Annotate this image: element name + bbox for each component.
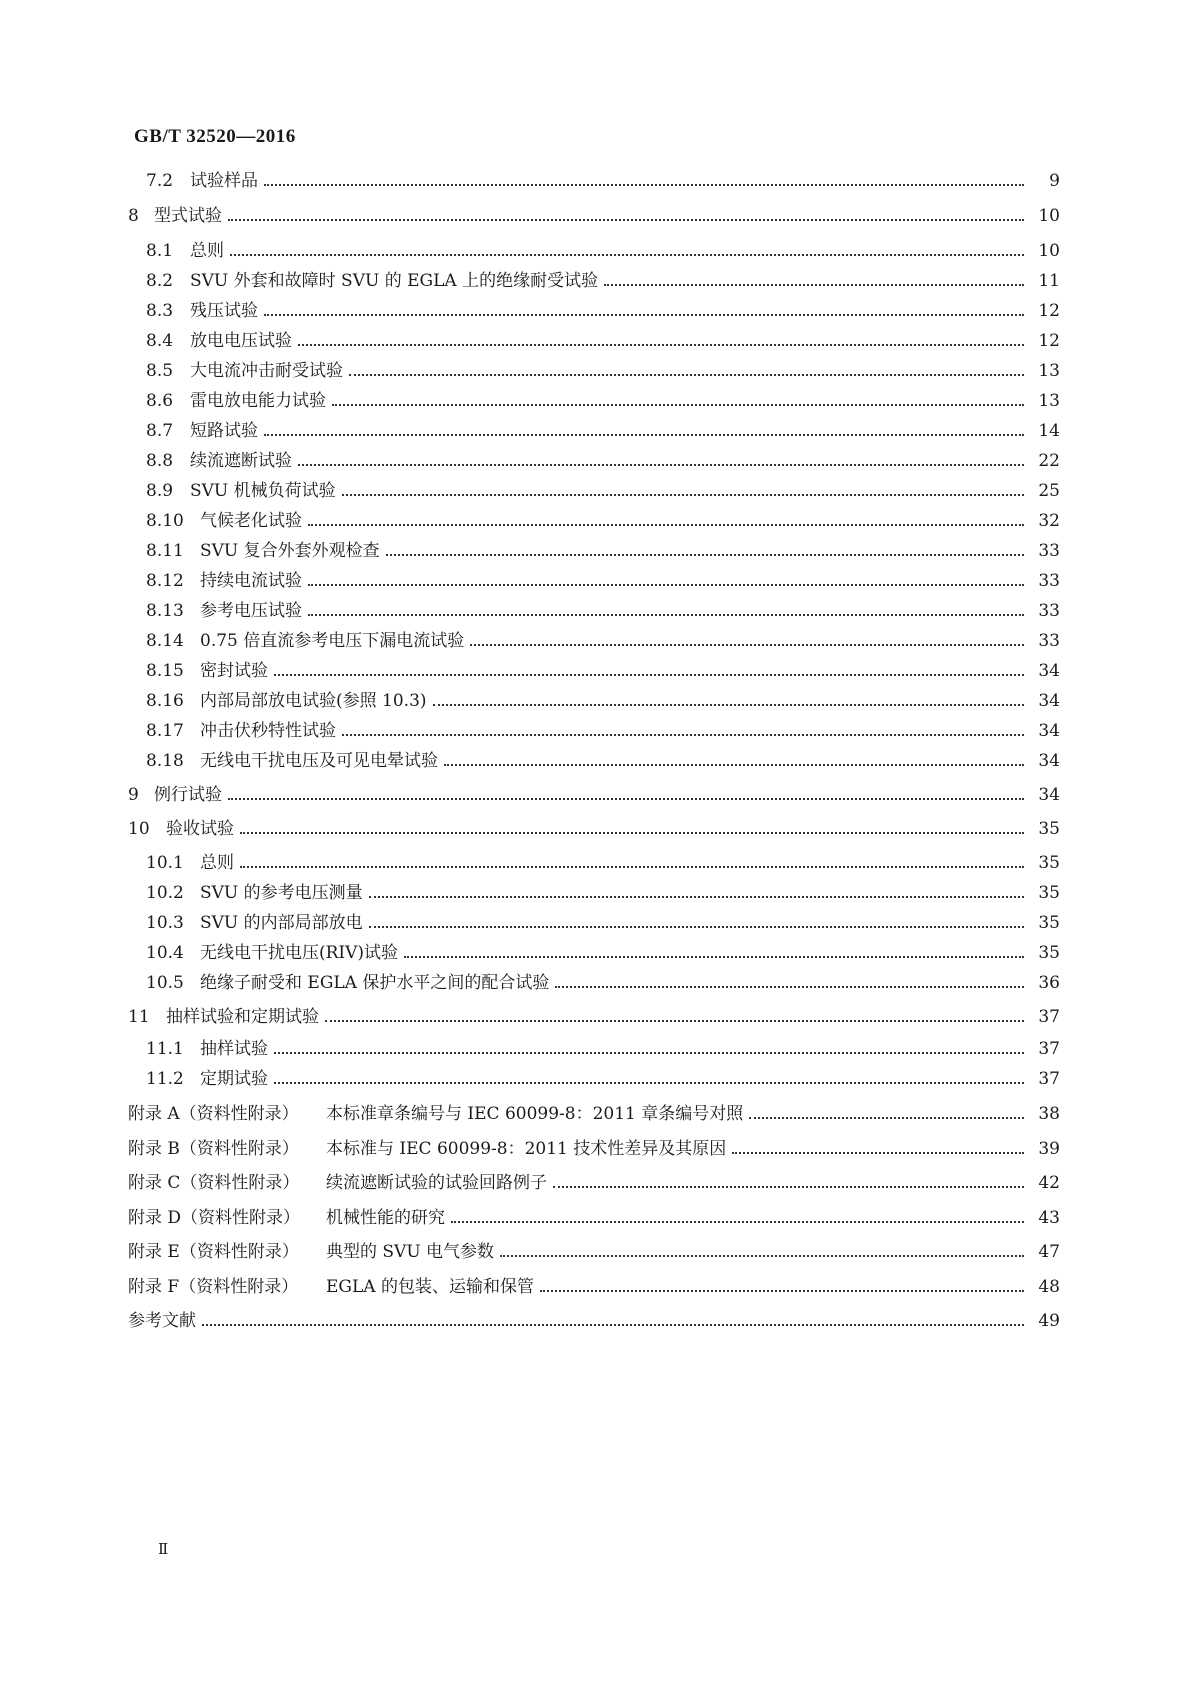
toc-entry-title: 短路试验 bbox=[190, 421, 258, 441]
dot-leader bbox=[369, 926, 1024, 928]
dot-leader bbox=[404, 956, 1024, 958]
toc-entry-title: 定期试验 bbox=[200, 1069, 268, 1089]
toc-entry-title: 总则 bbox=[200, 853, 234, 873]
toc-entry[interactable] bbox=[146, 660, 1060, 682]
toc-entry-title: SVU 的参考电压测量 bbox=[200, 883, 363, 903]
toc-entry-number: 附录 A（资料性附录） bbox=[128, 1104, 299, 1124]
toc-entry[interactable] bbox=[128, 784, 1060, 806]
toc-entry-title: 参考文献 bbox=[128, 1311, 196, 1331]
toc-entry-page: 10 bbox=[1038, 206, 1060, 226]
toc-entry-number: 9 bbox=[128, 785, 139, 805]
toc-entry-number: 10.5 bbox=[146, 973, 184, 993]
toc-entry-page: 13 bbox=[1038, 361, 1060, 381]
toc-entry-page: 35 bbox=[1038, 943, 1060, 963]
toc-entry[interactable] bbox=[146, 300, 1060, 322]
toc-entry-page: 12 bbox=[1038, 331, 1060, 351]
toc-entry-page: 22 bbox=[1038, 451, 1060, 471]
toc-entry-title: 内部局部放电试验(参照 10.3) bbox=[200, 691, 427, 711]
dot-leader bbox=[202, 1324, 1024, 1326]
toc-entry-number: 10.1 bbox=[146, 853, 184, 873]
toc-entry-page: 35 bbox=[1038, 913, 1060, 933]
toc-entry[interactable] bbox=[146, 170, 1060, 192]
toc-entry[interactable] bbox=[146, 330, 1060, 352]
toc-entry[interactable] bbox=[128, 1207, 1060, 1229]
toc-entry-number: 8.8 bbox=[146, 451, 174, 471]
dot-leader bbox=[332, 404, 1024, 406]
toc-entry-number: 8.12 bbox=[146, 571, 184, 591]
toc-entry-title: 机械性能的研究 bbox=[326, 1208, 445, 1228]
toc-entry-title: 冲击伏秒特性试验 bbox=[200, 721, 336, 741]
toc-entry-number: 8.15 bbox=[146, 661, 184, 681]
dot-leader bbox=[298, 344, 1024, 346]
toc-entry-page: 11 bbox=[1038, 271, 1060, 291]
dot-leader bbox=[553, 1186, 1024, 1188]
toc-entry-page: 14 bbox=[1038, 421, 1060, 441]
toc-entry-number: 8.6 bbox=[146, 391, 174, 411]
toc-entry[interactable] bbox=[146, 690, 1060, 712]
page-number: Ⅱ bbox=[158, 1542, 169, 1558]
toc-entry-page: 47 bbox=[1038, 1242, 1060, 1262]
toc-entry-page: 10 bbox=[1038, 241, 1060, 261]
dot-leader bbox=[274, 674, 1024, 676]
toc-entry[interactable] bbox=[146, 972, 1060, 994]
toc-entry-page: 37 bbox=[1038, 1039, 1060, 1059]
toc-entry[interactable] bbox=[128, 1103, 1060, 1125]
dot-leader bbox=[749, 1117, 1024, 1119]
toc-entry-page: 43 bbox=[1038, 1208, 1060, 1228]
toc-entry-title: SVU 复合外套外观检查 bbox=[200, 541, 380, 561]
toc-entry-number: 8.5 bbox=[146, 361, 174, 381]
dot-leader bbox=[342, 494, 1024, 496]
toc-entry[interactable] bbox=[128, 1172, 1060, 1194]
toc-entry-page: 39 bbox=[1038, 1139, 1060, 1159]
toc-entry[interactable] bbox=[146, 882, 1060, 904]
dot-leader bbox=[240, 866, 1024, 868]
toc-entry[interactable] bbox=[128, 1276, 1060, 1298]
toc-entry-number: 8.11 bbox=[146, 541, 184, 561]
toc-entry-title: 例行试验 bbox=[154, 785, 222, 805]
toc-entry[interactable] bbox=[146, 360, 1060, 382]
toc-entry[interactable] bbox=[146, 912, 1060, 934]
toc-entry-page: 35 bbox=[1038, 883, 1060, 903]
toc-entry-number: 8.4 bbox=[146, 331, 174, 351]
toc-entry[interactable] bbox=[146, 450, 1060, 472]
dot-leader bbox=[274, 1052, 1024, 1054]
toc-entry-title: 抽样试验 bbox=[200, 1039, 268, 1059]
dot-leader bbox=[264, 314, 1024, 316]
toc-entry-number: 10.4 bbox=[146, 943, 184, 963]
toc-entry-title: 无线电干扰电压及可见电晕试验 bbox=[200, 751, 438, 771]
dot-leader bbox=[451, 1221, 1024, 1223]
toc-entry[interactable] bbox=[146, 240, 1060, 262]
dot-leader bbox=[386, 554, 1024, 556]
toc-entry-number: 8.14 bbox=[146, 631, 184, 651]
toc-entry-number: 10.2 bbox=[146, 883, 184, 903]
toc-entry-number: 8.7 bbox=[146, 421, 174, 441]
toc-entry-page: 48 bbox=[1038, 1277, 1060, 1297]
toc-entry-page: 32 bbox=[1038, 511, 1060, 531]
toc-entry-number: 8.13 bbox=[146, 601, 184, 621]
toc-entry-title: 续流遮断试验 bbox=[190, 451, 292, 471]
toc-entry-page: 25 bbox=[1038, 481, 1060, 501]
toc-entry-number: 附录 E（资料性附录） bbox=[128, 1242, 299, 1262]
toc-entry[interactable] bbox=[128, 1006, 1060, 1028]
toc-entry-title: 0.75 倍直流参考电压下漏电流试验 bbox=[200, 631, 465, 651]
toc-entry[interactable] bbox=[128, 1310, 1060, 1332]
toc-entry[interactable] bbox=[146, 420, 1060, 442]
toc-entry[interactable] bbox=[146, 570, 1060, 592]
toc-entry-page: 42 bbox=[1038, 1173, 1060, 1193]
toc-entry-page: 38 bbox=[1038, 1104, 1060, 1124]
toc-entry[interactable] bbox=[146, 750, 1060, 772]
toc-entry-number: 附录 F（资料性附录） bbox=[128, 1277, 299, 1297]
toc-entry-page: 13 bbox=[1038, 391, 1060, 411]
toc-entry-title: 放电电压试验 bbox=[190, 331, 292, 351]
dot-leader bbox=[342, 734, 1024, 736]
toc-entry-page: 33 bbox=[1038, 571, 1060, 591]
toc-entry-title: 型式试验 bbox=[154, 206, 222, 226]
toc-entry-title: 雷电放电能力试验 bbox=[190, 391, 326, 411]
toc-entry-page: 37 bbox=[1038, 1069, 1060, 1089]
dot-leader bbox=[298, 464, 1024, 466]
toc-entry[interactable] bbox=[146, 510, 1060, 532]
toc-entry[interactable] bbox=[146, 852, 1060, 874]
toc-entry[interactable] bbox=[146, 942, 1060, 964]
toc-entry-page: 12 bbox=[1038, 301, 1060, 321]
toc-entry-title: 试验样品 bbox=[190, 171, 258, 191]
toc-entry[interactable] bbox=[146, 720, 1060, 742]
toc-entry-title: 气候老化试验 bbox=[200, 511, 302, 531]
toc-entry-number: 8.18 bbox=[146, 751, 184, 771]
toc-entry-page: 34 bbox=[1038, 661, 1060, 681]
toc-entry-title: 抽样试验和定期试验 bbox=[166, 1007, 319, 1027]
dot-leader bbox=[444, 764, 1024, 766]
toc-entry-page: 49 bbox=[1038, 1311, 1060, 1331]
dot-leader bbox=[470, 644, 1024, 646]
toc-entry[interactable] bbox=[128, 205, 1060, 227]
toc-entry-number: 8.3 bbox=[146, 301, 174, 321]
toc-entry-number: 8.1 bbox=[146, 241, 174, 261]
toc-entry-title: 大电流冲击耐受试验 bbox=[190, 361, 343, 381]
toc-entry[interactable] bbox=[146, 270, 1060, 292]
toc-entry-title: SVU 外套和故障时 SVU 的 EGLA 上的绝缘耐受试验 bbox=[190, 271, 599, 291]
toc-entry[interactable] bbox=[128, 1138, 1060, 1160]
toc-entry[interactable] bbox=[146, 1068, 1060, 1090]
dot-leader bbox=[604, 284, 1024, 286]
dot-leader bbox=[540, 1290, 1024, 1292]
toc-entry-number: 8.10 bbox=[146, 511, 184, 531]
toc-entry-page: 33 bbox=[1038, 631, 1060, 651]
dot-leader bbox=[308, 584, 1024, 586]
toc-entry-title: 持续电流试验 bbox=[200, 571, 302, 591]
toc-entry-number: 8.17 bbox=[146, 721, 184, 741]
dot-leader bbox=[555, 986, 1024, 988]
toc-entry-title: SVU 的内部局部放电 bbox=[200, 913, 363, 933]
dot-leader bbox=[228, 798, 1024, 800]
toc-entry-number: 7.2 bbox=[146, 171, 174, 191]
toc-entry-page: 36 bbox=[1038, 973, 1060, 993]
toc-entry[interactable] bbox=[128, 1241, 1060, 1263]
toc-entry[interactable] bbox=[146, 540, 1060, 562]
toc-entry-title: EGLA 的包装、运输和保管 bbox=[326, 1277, 534, 1297]
toc-entry-title: 参考电压试验 bbox=[200, 601, 302, 621]
toc-entry-number: 10.3 bbox=[146, 913, 184, 933]
dot-leader bbox=[500, 1255, 1024, 1257]
dot-leader bbox=[308, 614, 1024, 616]
toc-entry-title: 总则 bbox=[190, 241, 224, 261]
dot-leader bbox=[732, 1152, 1024, 1154]
toc-entry-page: 33 bbox=[1038, 541, 1060, 561]
toc-entry-page: 34 bbox=[1038, 691, 1060, 711]
toc-entry-number: 8.9 bbox=[146, 481, 174, 501]
toc-entry-page: 37 bbox=[1038, 1007, 1060, 1027]
toc-entry-number: 附录 B（资料性附录） bbox=[128, 1139, 299, 1159]
dot-leader bbox=[228, 219, 1024, 221]
toc-entry-title: 续流遮断试验的试验回路例子 bbox=[326, 1173, 547, 1193]
toc-entry-title: 验收试验 bbox=[166, 819, 234, 839]
toc-entry-title: 典型的 SVU 电气参数 bbox=[326, 1242, 495, 1262]
dot-leader bbox=[308, 524, 1024, 526]
toc-entry-page: 9 bbox=[1049, 171, 1060, 191]
dot-leader bbox=[264, 434, 1024, 436]
toc-entry-number: 8.16 bbox=[146, 691, 184, 711]
dot-leader bbox=[240, 832, 1024, 834]
toc-entry[interactable] bbox=[146, 390, 1060, 412]
toc-entry-number: 11.2 bbox=[146, 1069, 184, 1089]
toc-entry-page: 33 bbox=[1038, 601, 1060, 621]
dot-leader bbox=[230, 254, 1024, 256]
toc-entry[interactable] bbox=[146, 480, 1060, 502]
toc-entry-page: 35 bbox=[1038, 819, 1060, 839]
toc-entry-number: 11.1 bbox=[146, 1039, 184, 1059]
toc-entry-number: 11 bbox=[128, 1007, 150, 1027]
toc-entry[interactable] bbox=[128, 818, 1060, 840]
toc-entry-title: SVU 机械负荷试验 bbox=[190, 481, 336, 501]
dot-leader bbox=[349, 374, 1024, 376]
toc-entry-page: 34 bbox=[1038, 751, 1060, 771]
toc-entry-number: 附录 D（资料性附录） bbox=[128, 1208, 301, 1228]
toc-entry-page: 34 bbox=[1038, 721, 1060, 741]
toc-entry-title: 绝缘子耐受和 EGLA 保护水平之间的配合试验 bbox=[200, 973, 550, 993]
toc-entry-number: 8.2 bbox=[146, 271, 174, 291]
toc-entry-number: 8 bbox=[128, 206, 139, 226]
toc-entry-title: 本标准章条编号与 IEC 60099-8：2011 章条编号对照 bbox=[326, 1104, 744, 1124]
toc-entry-title: 残压试验 bbox=[190, 301, 258, 321]
toc-entry-page: 35 bbox=[1038, 853, 1060, 873]
toc-entry-page: 34 bbox=[1038, 785, 1060, 805]
toc-entry[interactable] bbox=[146, 600, 1060, 622]
toc-entry-title: 本标准与 IEC 60099-8：2011 技术性差异及其原因 bbox=[326, 1139, 727, 1159]
toc-entry-number: 10 bbox=[128, 819, 150, 839]
toc-entry[interactable] bbox=[146, 630, 1060, 652]
dot-leader bbox=[433, 704, 1024, 706]
dot-leader bbox=[325, 1020, 1024, 1022]
standard-code-header: GB/T 32520—2016 bbox=[134, 126, 296, 147]
dot-leader bbox=[274, 1082, 1024, 1084]
dot-leader bbox=[264, 184, 1024, 186]
toc-entry-title: 无线电干扰电压(RIV)试验 bbox=[200, 943, 399, 963]
toc-entry-title: 密封试验 bbox=[200, 661, 268, 681]
dot-leader bbox=[369, 896, 1024, 898]
toc-entry[interactable] bbox=[146, 1038, 1060, 1060]
toc-entry-number: 附录 C（资料性附录） bbox=[128, 1173, 300, 1193]
